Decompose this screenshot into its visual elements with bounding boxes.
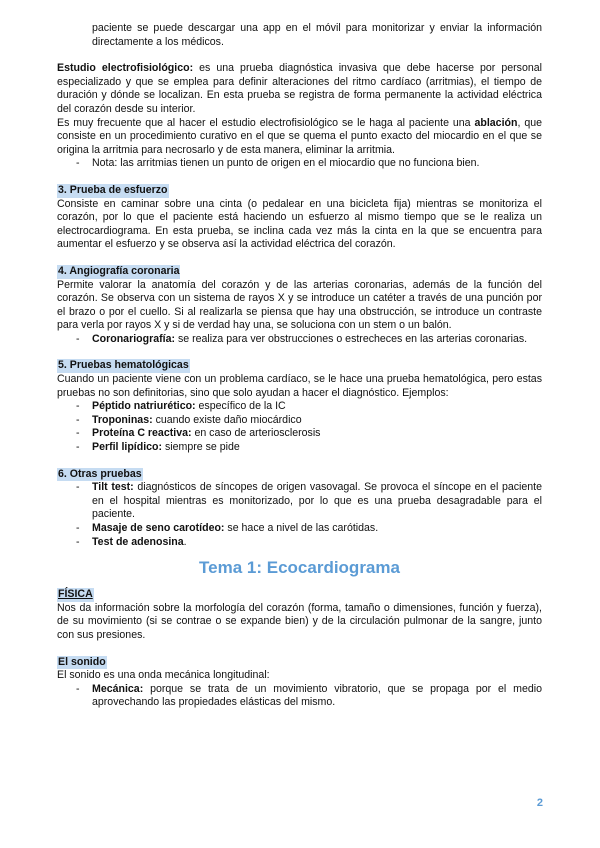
sonido-list [57, 683, 542, 710]
hemato-paragraph: Cuando un paciente viene con un problema cardíaco, se le hace una prueba hematológica, pero estas pruebas no son definitorias, sino que solo ayudan a hacer el diagnóstico. Ejemplos: [57, 373, 542, 399]
section-title-sonido: El sonido [58, 655, 106, 668]
list-item: - Troponinas: cuando existe daño miocárdico [76, 413, 302, 426]
list-item: - Mecánica: porque se trata de un movimiento vibratorio, que se propaga por el medio aprovechando las propiedades elásticas del mismo. [76, 682, 542, 709]
otras-list [57, 481, 542, 549]
list-item: - Test de adenosina. [76, 535, 187, 548]
electro-term: Estudio electrofisiológico: [57, 62, 194, 75]
list-item: - Tilt test: diagnósticos de síncopes de origen vasovagal. Se provoca el síncope en el paciente en el hospital mientras es monitorizado, por lo que es una prueba desagradable para el paciente. [76, 481, 542, 521]
angio-list [57, 333, 542, 347]
fisica-paragraph: Nos da información sobre la morfología del corazón (forma, tamaño o dimensiones, función y fuerza), de su movimiento (si se contrae o se expande bien) y de la circulación pulmonar de la sangre, junto con sus presiones. [57, 601, 542, 641]
section-title-otras: 6. Otras pruebas [58, 467, 142, 480]
angio-paragraph: Permite valorar la anatomía del corazón y de las arterias coronarias, además de la función del corazón. Se observa con un sistema de rayos X y se introduce un catéter a través de una punción por el brazo o por el cuello. Si al realizarla se piensa que hay una obstrucción, se introduce un contraste para verla por rayos X y si de verdad hay una, se soluciona con un stem o un balón. [57, 278, 542, 332]
tema-title: Tema 1: Ecocardiograma [199, 558, 400, 578]
electro-paragraph: Estudio electrofisiológico: es una prueba diagnóstica invasiva que debe hacerse por personal especializado y que se emplea para definir alteraciones del ritmo cardíaco (arritmias), el tiempo de duración y dónde se localizan. En esta prueba se registra de forma permanente la actividad eléctrica del corazón desde su interior. [57, 62, 542, 115]
list-item: - Coronariografía: se realiza para ver obstrucciones o estrecheces en las arterias coronarias. [76, 332, 528, 345]
section-title-fisica: FÍSICA [58, 588, 93, 601]
list-item: - Proteína C reactiva: en caso de arteriosclerosis [76, 427, 321, 440]
list-item: - Perfil lipídico: siempre se pide [76, 441, 240, 454]
esfuerzo-paragraph: Consiste en caminar sobre una cinta (o pedalear en una bicicleta fija) mientras se monitoriza el corazón, por lo que el paciente está haciendo un esfuerzo al mismo tiempo que se le realiza un electrocardiograma. En esta prueba, se inclina cada vez más la cinta en la que se encuentra para aumentar el esfuerzo y se observa así la actividad eléctrica del corazón. [57, 197, 542, 251]
section-title-esfuerzo: 3. Prueba de esfuerzo [58, 183, 168, 196]
document-page [57, 22, 542, 710]
ablacion-term: ablación [474, 116, 518, 129]
ablacion-paragraph: Es muy frecuente que al hacer el estudio electrofisiológico se le haga al paciente una ablación, que consiste en un procedimiento curativo en el que se quema el punto exacto del miocardio en el que se origina la arritmia para necrosarlo y de esta manera, eliminar la arritmia. [57, 116, 543, 156]
list-item: - Nota: las arritmias tienen un punto de origen en el miocardio que no funciona bien. [76, 157, 480, 170]
intro-continuation: paciente se puede descargar una app en el móvil para monitorizar y enviar la información directamente a los médicos. [92, 22, 542, 48]
page-number: 2 [536, 797, 543, 809]
list-item: - Péptido natriurético: específico de la IC [76, 400, 286, 413]
hemato-list [57, 400, 542, 454]
electro-note-list [57, 157, 542, 171]
list-item: - Masaje de seno carotídeo: se hace a nivel de las carótidas. [76, 522, 379, 534]
sonido-paragraph: El sonido es una onda mecánica longitudinal: [57, 669, 270, 682]
section-title-hematologicas: 5. Pruebas hematológicas [58, 359, 189, 372]
section-title-angiografia: 4. Angiografía coronaria [58, 264, 180, 277]
